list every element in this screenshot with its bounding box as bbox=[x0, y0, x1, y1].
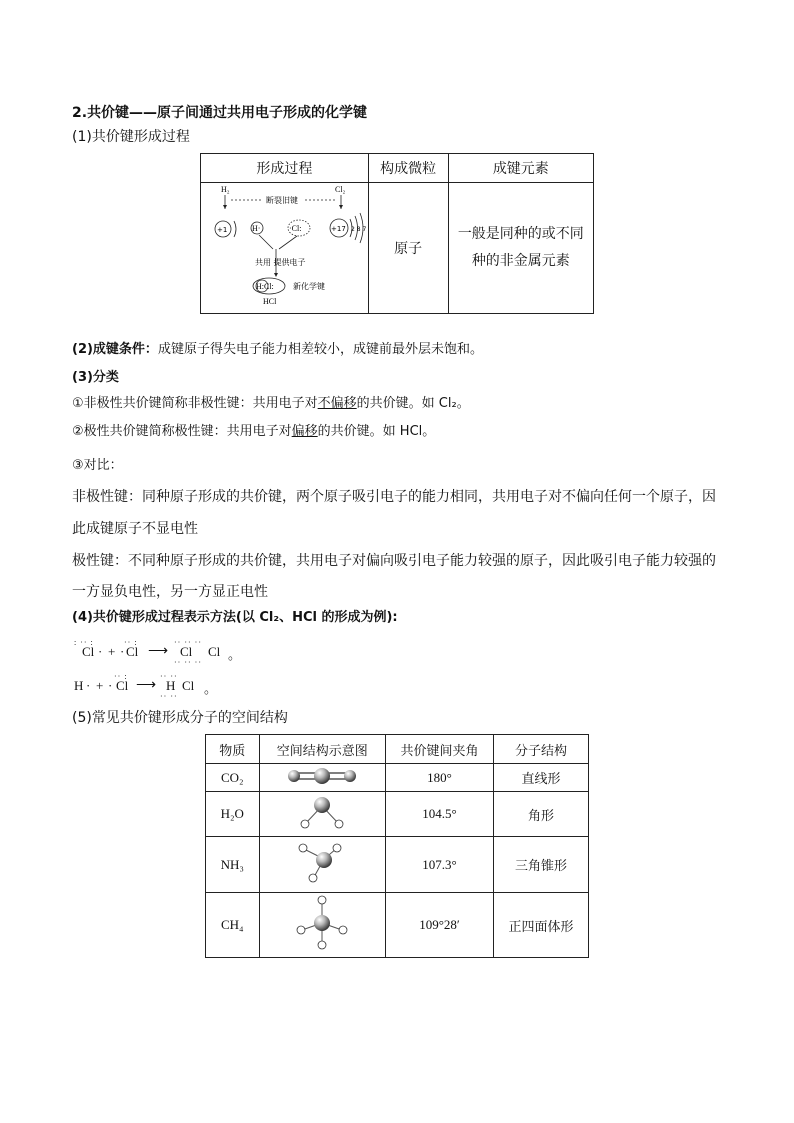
shape-nh3: 三角锥形 bbox=[494, 837, 589, 893]
eq2-product-a: H bbox=[166, 678, 176, 693]
h2o-model-diagram bbox=[292, 792, 352, 832]
polar-definition-suffix: 的共价键。如 HCl。 bbox=[317, 424, 436, 439]
nh3-model-cell bbox=[259, 837, 385, 893]
nonpolar-comparison-line2: 此成键原子不显电性 bbox=[72, 521, 198, 537]
eq1-end: 。 bbox=[228, 647, 242, 662]
cl-atom: ·Cl: bbox=[289, 224, 302, 233]
eq2-arrow: ⟶ bbox=[136, 678, 157, 693]
table1-header-process: 形成过程 bbox=[201, 154, 369, 183]
eq2-atom-b: Cl bbox=[116, 678, 129, 693]
table2-header-diagram: 空间结构示意图 bbox=[259, 735, 385, 764]
substance-ch4: CH₄ bbox=[206, 893, 260, 958]
polar-definition bbox=[72, 424, 435, 440]
eq2-product-b: Cl bbox=[182, 678, 195, 693]
share-electron-label: 共用 提供电子 bbox=[255, 258, 306, 267]
molecular-structure-table bbox=[205, 734, 589, 958]
polar-comparison-line2: 一方显负电性，另一方显正电性 bbox=[72, 584, 268, 600]
section-heading bbox=[72, 104, 367, 122]
shape-h2o: 角形 bbox=[494, 792, 589, 837]
eq1-arrow: ⟶ bbox=[148, 644, 169, 659]
comparison-title: ③对比： bbox=[72, 458, 123, 473]
subsection-3-title: (3)分类 bbox=[72, 370, 119, 385]
hcl-formation-equation: H · + · Cl ·· : ⟶ ·· ·· H Cl ·· ·· 。 bbox=[74, 672, 218, 701]
eq1-product-b: Cl bbox=[208, 644, 221, 659]
nonpolar-keyword: 不偏移 bbox=[317, 396, 357, 411]
h-atom: H· bbox=[252, 224, 261, 233]
nonpolar-comparison-line1: 非极性键：同种原子形成的共价键，两个原子吸引电子的能力相同，共用电子对不偏向任何一个原子，因 bbox=[72, 489, 716, 505]
h-nucleus-charge: +1 bbox=[217, 226, 228, 234]
polar-keyword: 偏移 bbox=[291, 424, 318, 439]
cl-shells: 2 8 7 bbox=[351, 226, 367, 233]
hcl-formation-diagram bbox=[201, 183, 375, 313]
table2-header-structure: 分子结构 bbox=[494, 735, 589, 764]
bond-condition-text: 成键原子得失电子能力相差较小，成键前最外层未饱和。 bbox=[157, 342, 483, 357]
table1-particle: 原子 bbox=[368, 183, 448, 314]
table2-header-substance: 物质 bbox=[206, 735, 260, 764]
nonpolar-definition-prefix: ①非极性共价键简称非极性键：共用电子对 bbox=[72, 396, 318, 411]
table-row bbox=[206, 893, 589, 958]
table-row bbox=[206, 764, 589, 792]
hcl-label: HCl bbox=[263, 297, 277, 306]
nonpolar-definition-suffix: 的共价键。如 Cl₂。 bbox=[356, 396, 470, 411]
angle-co2: 180° bbox=[385, 764, 493, 792]
heading-title: 共价键——原子间通过共用电子形成的化学键 bbox=[87, 105, 368, 121]
polar-definition-prefix: ②极性共价键简称极性键：共用电子对 bbox=[72, 424, 292, 439]
eq1-product-a: Cl bbox=[180, 644, 193, 659]
angle-h2o: 104.5° bbox=[385, 792, 493, 837]
hcl-electron-dot: H:Cl: bbox=[256, 282, 274, 291]
angle-nh3: 107.3° bbox=[385, 837, 493, 893]
substance-nh3: NH₃ bbox=[206, 837, 260, 893]
ch4-model-cell bbox=[259, 893, 385, 958]
table-row bbox=[206, 837, 589, 893]
eq2-atom-a: H bbox=[74, 678, 84, 693]
table-row bbox=[206, 792, 589, 837]
table1-header-particle: 构成微粒 bbox=[368, 154, 448, 183]
eq1-plus: + bbox=[108, 644, 116, 659]
shape-ch4: 正四面体形 bbox=[494, 893, 589, 958]
eq2-end: 。 bbox=[204, 681, 218, 696]
subsection-1-title: (1)共价键形成过程 bbox=[72, 129, 190, 145]
polar-comparison-line1: 极性键：不同种原子形成的共价键，共用电子对偏向吸引电子能力较强的原子，因此吸引电子能力较强的 bbox=[72, 553, 716, 569]
cl-nucleus-charge: +17 bbox=[331, 225, 346, 233]
cl2-label: Cl₂ bbox=[335, 185, 346, 194]
heading-number: 2. bbox=[72, 105, 88, 121]
new-bond-label: 新化学键 bbox=[293, 282, 325, 291]
table1-elements: 一般是同种的或不同种的非金属元素 bbox=[448, 183, 593, 314]
substance-h2o: H₂O bbox=[206, 792, 260, 837]
bond-condition-label: (2)成键条件： bbox=[72, 342, 158, 357]
eq1-atom-a: Cl bbox=[82, 644, 95, 659]
co2-model-diagram bbox=[282, 766, 362, 786]
table1-header-element: 成键元素 bbox=[448, 154, 593, 183]
nonpolar-definition bbox=[72, 396, 470, 412]
break-bond-label: 断裂旧键 bbox=[266, 196, 298, 205]
table2-header-angle: 共价键间夹角 bbox=[385, 735, 493, 764]
subsection-4-title: (4)共价键形成过程表示方法(以 Cl₂、HCl 的形成为例): bbox=[72, 610, 398, 625]
bond-formation-table bbox=[200, 153, 594, 314]
bond-condition bbox=[72, 342, 483, 358]
eq2-plus: + bbox=[96, 678, 104, 693]
co2-model-cell bbox=[259, 764, 385, 792]
ch4-model-diagram bbox=[292, 893, 352, 953]
substance-co2: CO₂ bbox=[206, 764, 260, 792]
h2-label: H₂ bbox=[221, 185, 230, 194]
cl2-formation-equation: : ·· : Cl · + · Cl ·· : ⟶ ·· ·· ·· Cl Cl ·· ·· ·· 。 bbox=[74, 638, 242, 667]
h2o-model-cell bbox=[259, 792, 385, 837]
eq1-atom-b: Cl bbox=[126, 644, 139, 659]
hcl-formation-diagram-cell bbox=[201, 183, 369, 314]
angle-ch4: 109°28′ bbox=[385, 893, 493, 958]
subsection-5-title: (5)常见共价键形成分子的空间结构 bbox=[72, 710, 288, 726]
shape-co2: 直线形 bbox=[494, 764, 589, 792]
nh3-model-diagram bbox=[292, 839, 352, 887]
